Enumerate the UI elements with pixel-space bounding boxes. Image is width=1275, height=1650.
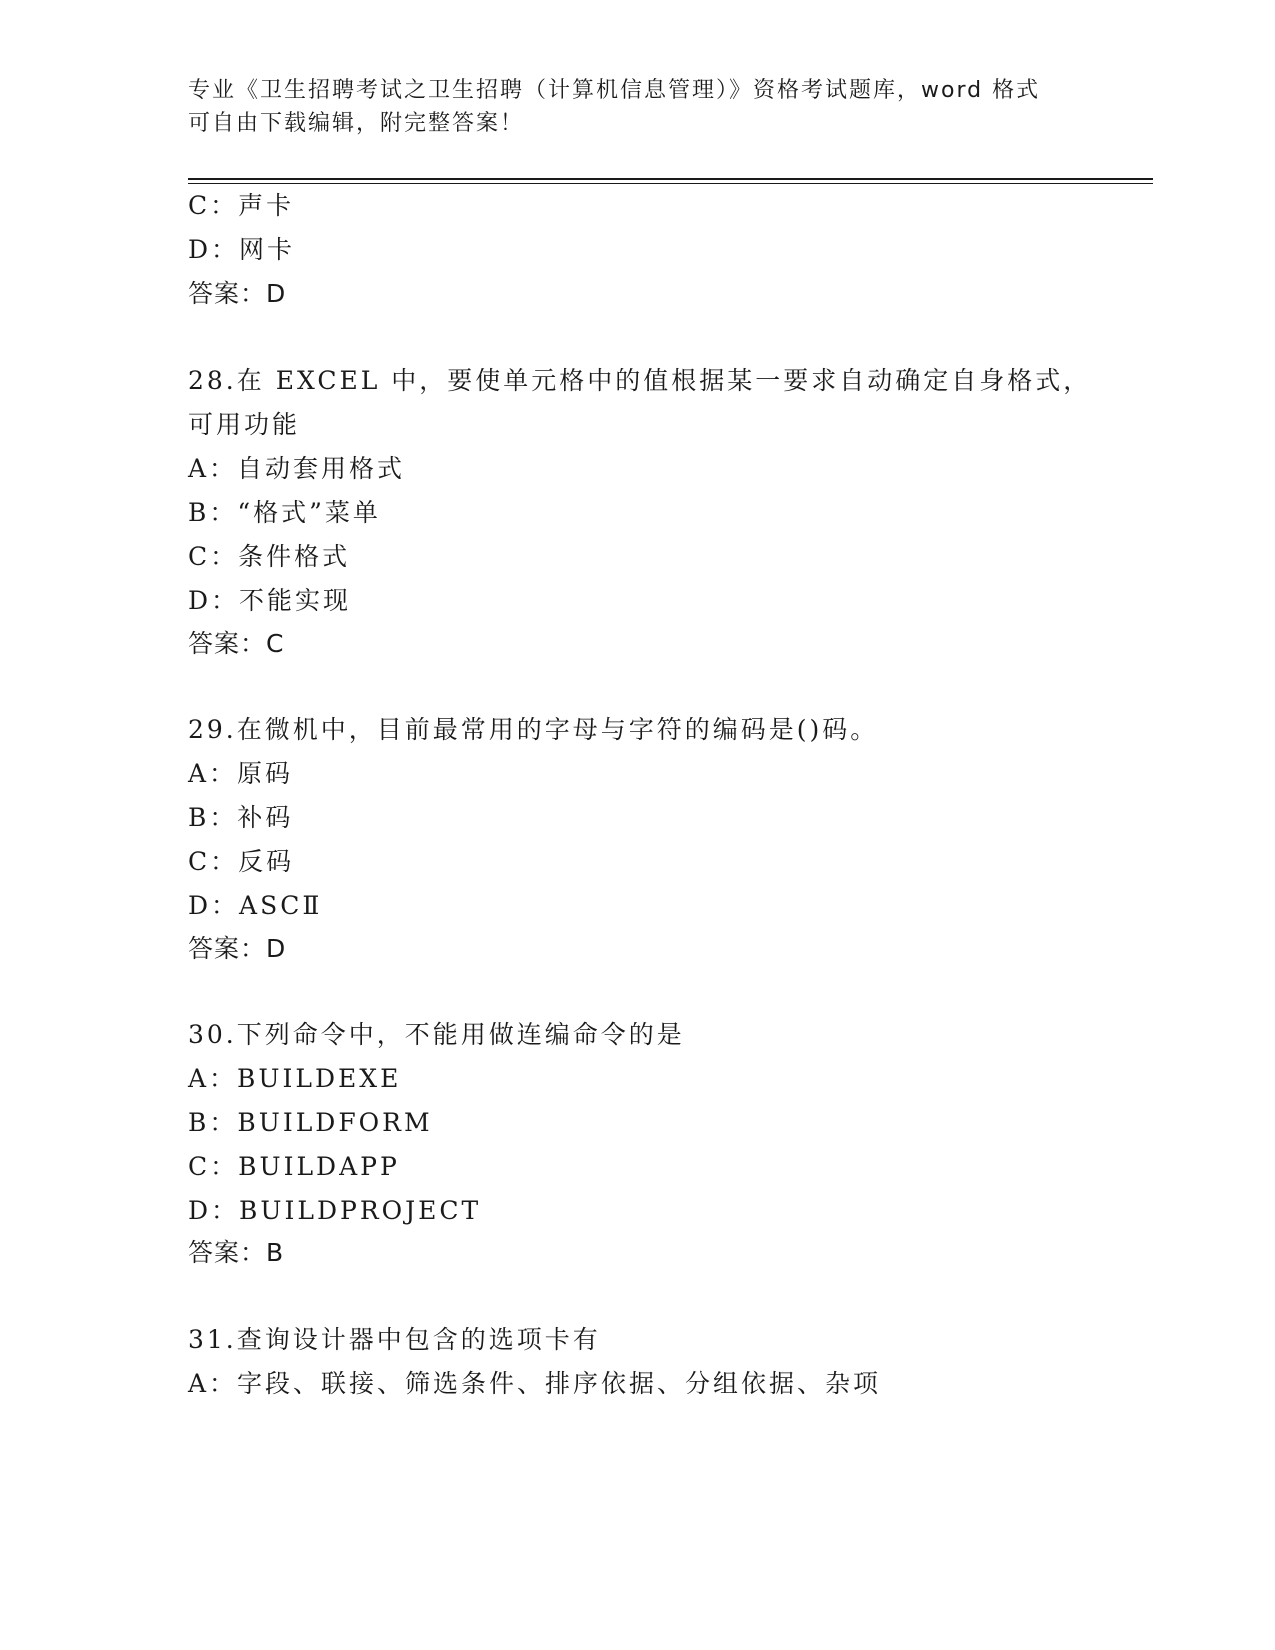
q29-option-c: C：反码 bbox=[188, 847, 295, 876]
q27-option-c: C：声卡 bbox=[188, 191, 295, 220]
q29-option-a: A：原码 bbox=[188, 759, 294, 788]
q28-question-line-2: 可用功能 bbox=[188, 410, 301, 439]
q28-option-c: C：条件格式 bbox=[188, 542, 351, 571]
q30-answer: 答案：B bbox=[188, 1238, 285, 1267]
q28-option-d: D：不能实现 bbox=[188, 586, 352, 615]
q30-option-a: A：BUILDEXE bbox=[188, 1064, 402, 1093]
q27-answer: 答案：D bbox=[188, 279, 287, 308]
q28-answer: 答案：C bbox=[188, 629, 285, 658]
q29-answer: 答案：D bbox=[188, 934, 287, 963]
q30-option-c: C：BUILDAPP bbox=[188, 1152, 400, 1181]
q28-option-a: A：自动套用格式 bbox=[188, 454, 406, 483]
q30-question: 30.下列命令中，不能用做连编命令的是 bbox=[188, 1020, 685, 1049]
q29-option-d: D：ASCⅡ bbox=[188, 891, 323, 920]
q31-question: 31.查询设计器中包含的选项卡有 bbox=[188, 1325, 601, 1354]
header-line-1: 专业《卫生招聘考试之卫生招聘（计算机信息管理）》资格考试题库，word 格式 bbox=[188, 78, 1041, 103]
q28-question-line-1: 28.在 EXCEL 中，要使单元格中的值根据某一要求自动确定自身格式， bbox=[188, 366, 1092, 395]
q29-option-b: B：补码 bbox=[188, 803, 294, 832]
document-header bbox=[188, 74, 1088, 140]
q31-option-a: A：字段、联接、筛选条件、排序依据、分组依据、杂项 bbox=[188, 1369, 882, 1398]
q27-option-d: D：网卡 bbox=[188, 235, 296, 264]
header-line-2: 可自由下载编辑，附完整答案！ bbox=[188, 111, 525, 136]
header-divider-thick bbox=[188, 178, 1153, 180]
header-divider-thin bbox=[188, 183, 1153, 184]
q29-question: 29.在微机中，目前最常用的字母与字符的编码是()码。 bbox=[188, 715, 879, 744]
q28-option-b: B：“格式”菜单 bbox=[188, 498, 381, 527]
q30-option-d: D：BUILDPROJECT bbox=[188, 1196, 482, 1225]
q30-option-b: B：BUILDFORM bbox=[188, 1108, 433, 1137]
